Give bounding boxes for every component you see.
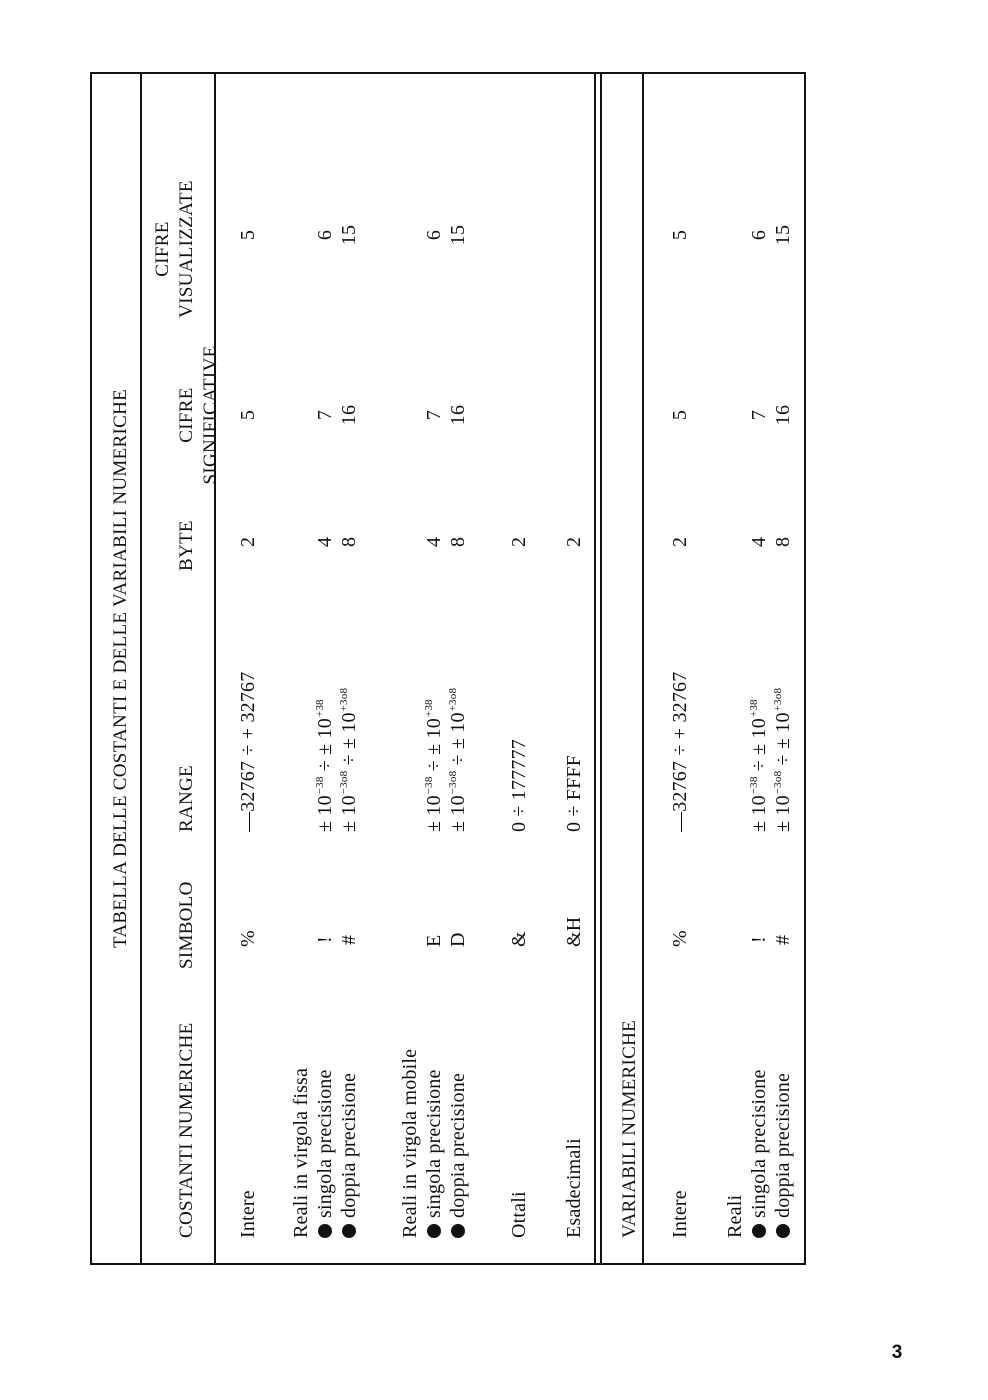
mobile-double-symbol: D [447,932,469,947]
fissa-single-vis: 6 [314,229,336,241]
row-intere-vis: 5 [237,229,259,241]
row-esadecimali-symbol: &H [563,916,585,947]
mobile-single-symbol: E [423,934,445,947]
fissa-double-vis: 15 [338,224,360,246]
numeric-table [90,72,806,1265]
header-costanti: COSTANTI NUMERICHE [176,1022,197,1238]
bullet-icon [427,1224,441,1238]
header-range: RANGE [176,765,197,832]
row-fissa-double: doppia precisione [338,1073,360,1238]
bullet-icon [752,1224,766,1238]
var-double-symbol: # [772,934,794,945]
mobile-double-vis: 15 [447,224,469,246]
var-single-range: ± $10^{-38}$ ÷ ± $10^{+38}$ [748,699,770,832]
row-intere-range: —32767 ÷ + 32767 [237,671,259,832]
header-cifre-sig-1: CIFRE [176,387,197,443]
var-intere-symbol: % [669,930,691,947]
mobile-single-sig: 7 [423,409,445,421]
mobile-double-sig: 16 [447,404,469,426]
row-fissa-label: Reali in virgola fissa [290,1067,312,1238]
bullet-icon [342,1224,356,1238]
fissa-double-byte: 8 [338,536,360,547]
bullet-icon [776,1224,790,1238]
header-cifre-vis-2: VISUALIZZATE [176,180,197,318]
row-ottali-range: 0 ÷ 177777 [508,739,530,832]
row-esadecimali-byte: 2 [563,536,585,547]
table-title: TABELLA DELLE COSTANTI E DELLE VARIABILI NUMERICHE [110,388,131,949]
fissa-double-symbol: # [338,934,360,945]
var-reali-double: doppia precisione [772,1073,794,1238]
var-single-symbol: ! [748,936,770,943]
var-reali-label: Reali [724,1194,746,1238]
mobile-double-range: ± $10^{-3o8}$ ÷ ± $10^{+3o8}$ [447,687,469,832]
var-intere-range: —32767 ÷ + 32767 [669,671,691,832]
row-mobile-single: singola precisione [423,1069,445,1238]
var-reali-single: singola precisione [748,1069,770,1238]
var-single-byte: 4 [748,536,770,547]
row-mobile-double: doppia precisione [447,1073,469,1238]
mobile-single-byte: 4 [423,536,445,547]
fissa-double-sig: 16 [338,404,360,426]
row-intere-symbol: % [237,930,259,947]
row-intere-byte: 2 [237,536,259,547]
bullet-icon [318,1224,332,1238]
row-esadecimali-range: 0 ÷ FFFF [563,754,585,832]
header-simbolo: SIMBOLO [176,881,197,969]
mobile-single-range: ± $10^{-38}$ ÷ ± $10^{+38}$ [423,699,445,832]
fissa-double-range: ± $10^{-3o8}$ ÷ ± $10^{+3o8}$ [338,687,360,832]
row-mobile-label: Reali in virgola mobile [399,1048,421,1238]
fissa-single-symbol: ! [314,936,336,943]
row-intere-sig: 5 [237,409,259,421]
var-intere-vis: 5 [669,229,691,241]
var-double-sig: 16 [772,404,794,426]
mobile-double-byte: 8 [447,536,469,547]
header-cifre-vis-1: CIFRE [152,221,173,277]
var-double-vis: 15 [772,224,794,246]
page-number: 3 [891,1342,903,1363]
row-intere-label: Intere [237,1190,259,1238]
mobile-single-vis: 6 [423,229,445,241]
row-fissa-single: singola precisione [314,1069,336,1238]
row-ottali-label: Ottali [508,1191,530,1238]
var-intere-sig: 5 [669,409,691,421]
fissa-single-sig: 7 [314,409,336,421]
var-intere-label: Intere [669,1190,691,1238]
var-single-vis: 6 [748,229,770,241]
var-double-byte: 8 [772,536,794,547]
fissa-single-byte: 4 [314,536,336,547]
var-single-sig: 7 [748,409,770,421]
variabili-header: VARIABILI NUMERICHE [619,1019,640,1238]
fissa-single-range: ± $10^{-38}$ ÷ ± $10^{+38}$ [314,699,336,832]
bullet-icon [451,1224,465,1238]
header-byte: BYTE [176,520,197,571]
row-ottali-symbol: & [508,931,530,947]
header-cifre-sig-2: SIGNIFICATIVE [200,345,221,485]
row-ottali-byte: 2 [508,536,530,547]
row-esadecimali-label: Esadecimali [563,1138,585,1238]
var-intere-byte: 2 [669,536,691,547]
var-double-range: ± $10^{-3o8}$ ÷ ± $10^{+3o8}$ [772,687,794,832]
